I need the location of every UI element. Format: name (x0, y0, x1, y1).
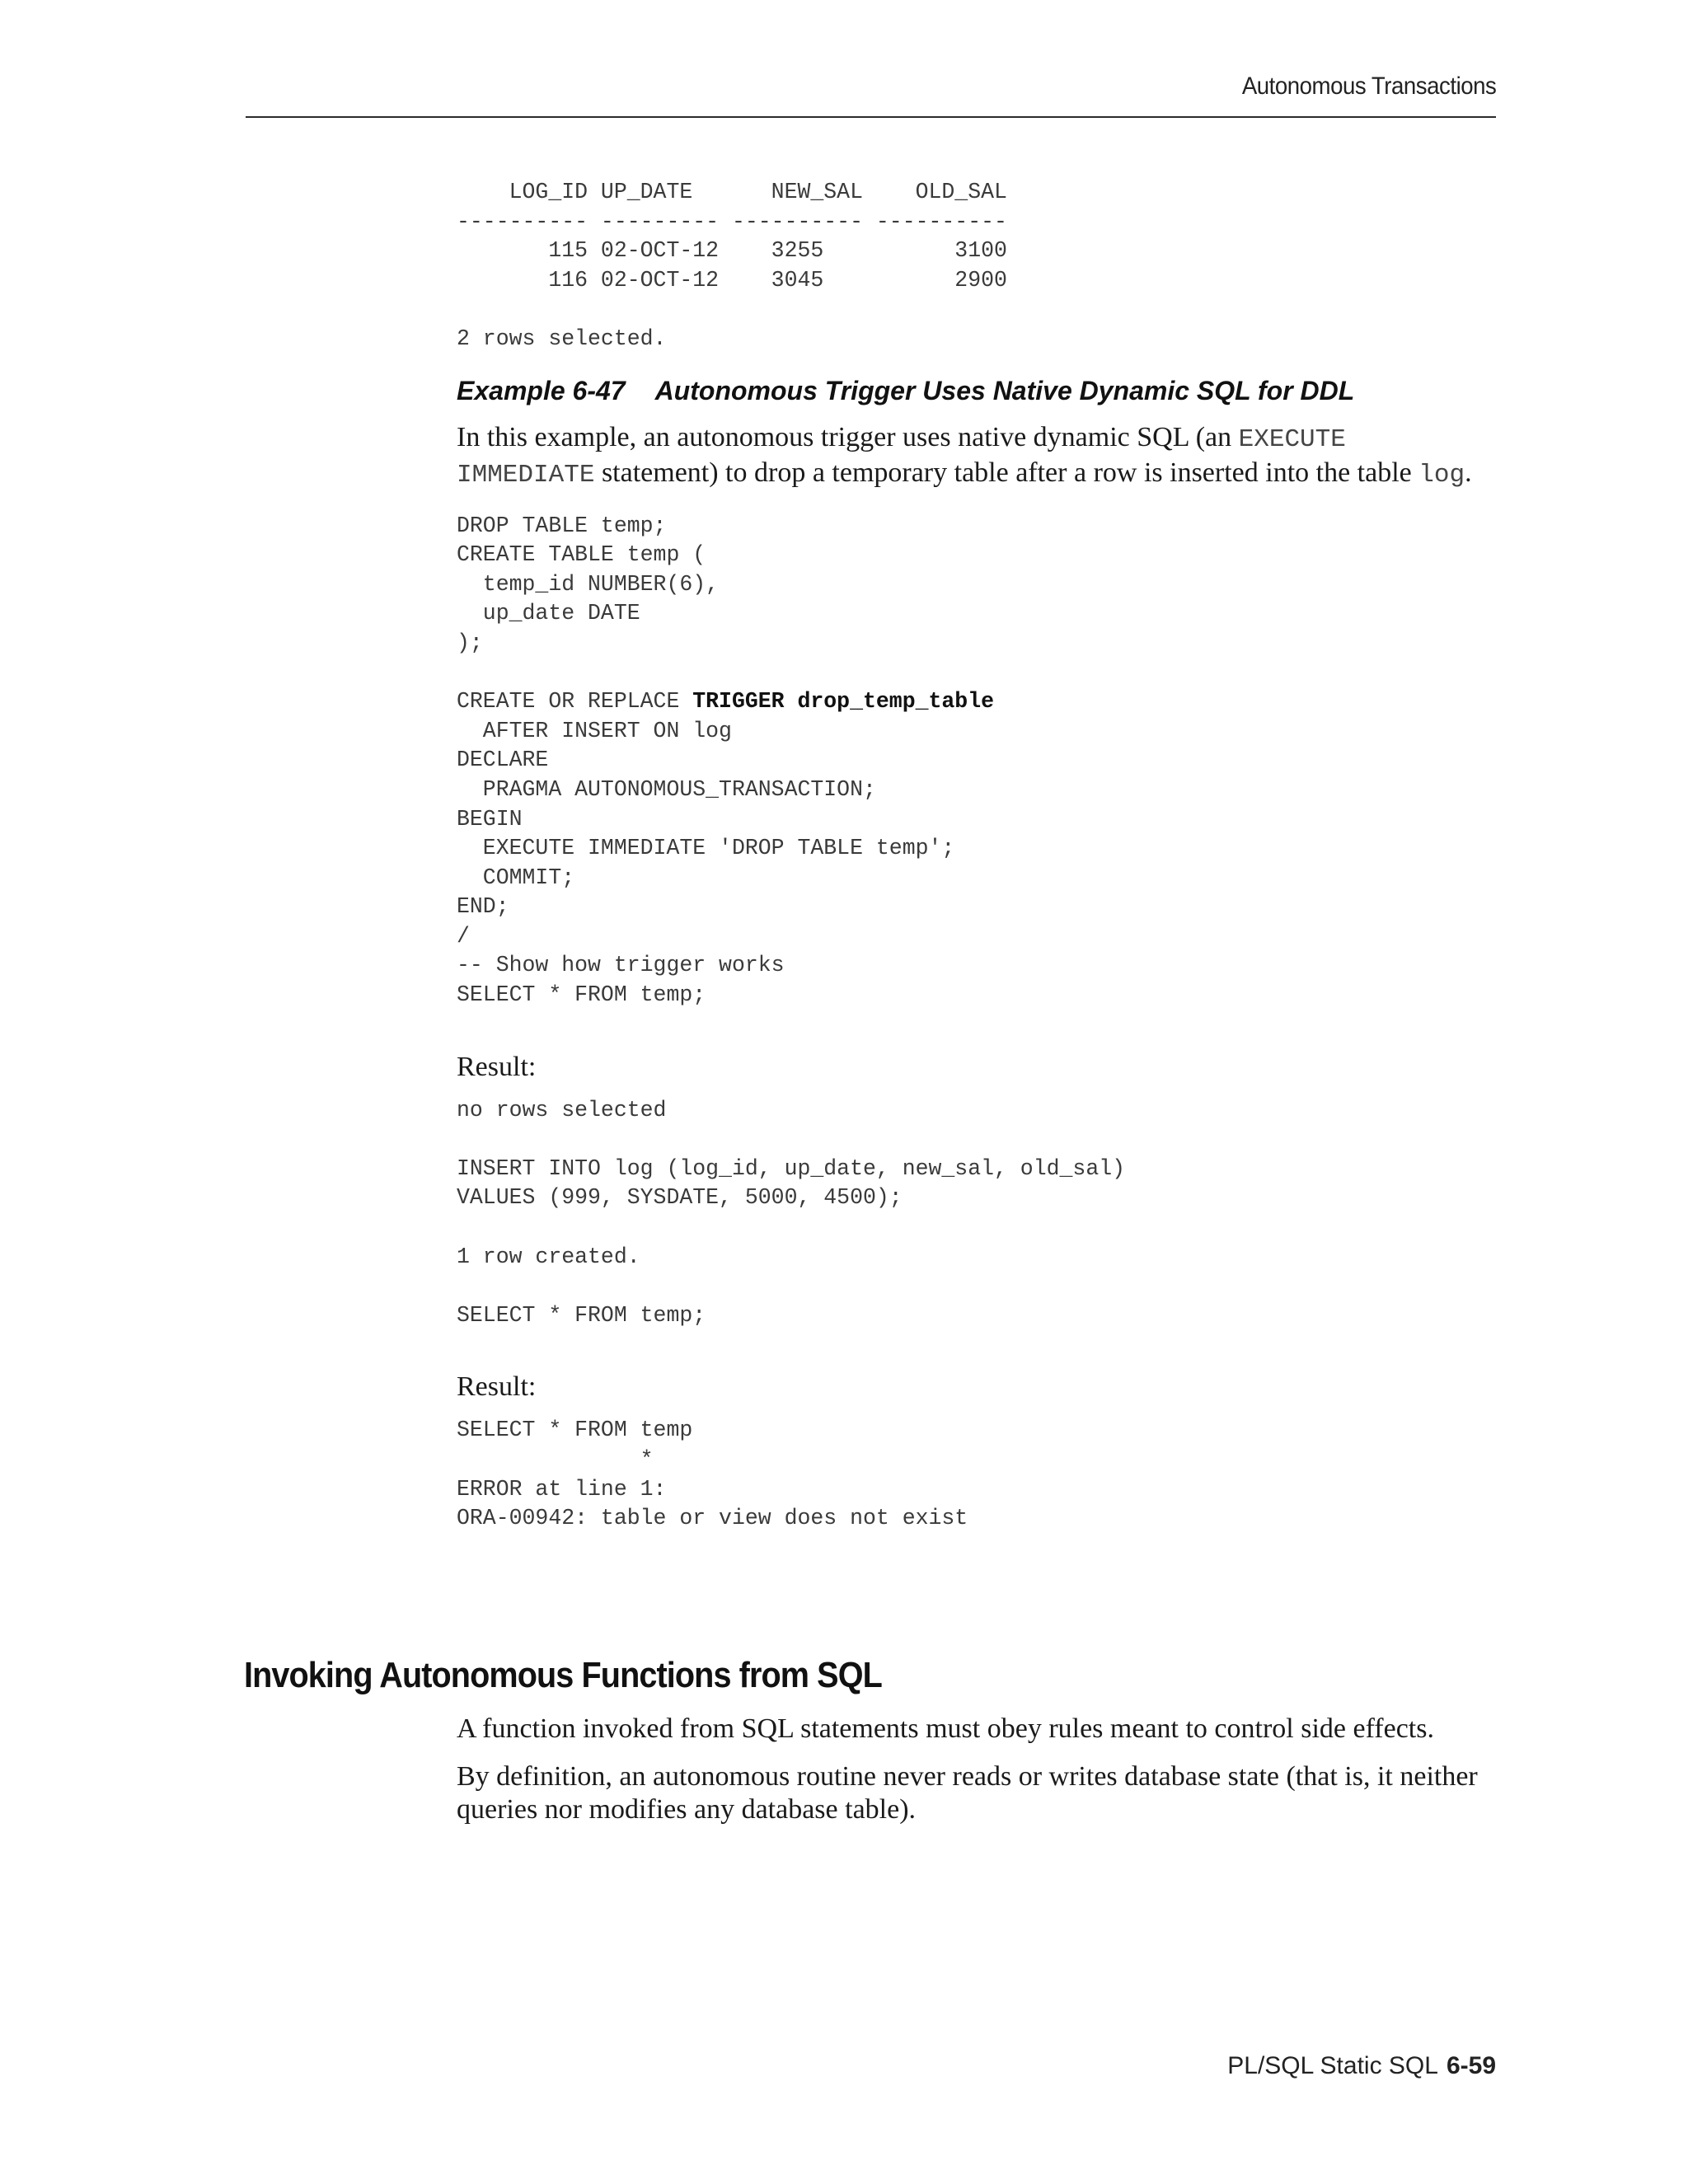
output-row: 116 02-OCT-12 3045 2900 (457, 267, 1007, 293)
code-line: CREATE TABLE temp ( (457, 542, 706, 568)
code-line: COMMIT; (457, 865, 575, 890)
example-title-text: Autonomous Trigger Uses Native Dynamic SQL for DDL (654, 375, 1355, 405)
example-number: Example 6-47 (457, 375, 626, 405)
code-line: ); (457, 630, 483, 655)
error-line: ERROR at line 1: (457, 1476, 667, 1502)
code-line (457, 687, 1497, 717)
output-separator-line: ---------- --------- ---------- ---------- (457, 209, 1007, 234)
rows-selected-summary: 2 rows selected. (457, 326, 667, 351)
code-block-insert (457, 1155, 1497, 1331)
section-heading: Invoking Autonomous Functions from SQL (244, 1655, 882, 1695)
code-line: temp_id NUMBER(6), (457, 571, 720, 597)
page-number: 6-59 (1446, 2052, 1496, 2079)
intro-code-log: log (1418, 460, 1465, 490)
code-line-bold: PRAGMA AUTONOMOUS_TRANSACTION; (457, 776, 876, 802)
code-line: 1 row created. (457, 1244, 640, 1269)
code-line: VALUES (999, SYSDATE, 5000, 4500); (457, 1185, 903, 1211)
section-body (457, 1713, 1497, 1826)
result-label: Result: (457, 1371, 537, 1403)
code-block-trigger (457, 512, 1497, 1010)
intro-code-execute-immediate: EXECUTE IMMEDIATE (457, 424, 1346, 490)
code-line-bold: SELECT * FROM temp; (457, 1302, 706, 1328)
code-line: DECLARE (457, 748, 549, 773)
result-label: Result: (457, 1051, 537, 1082)
page-footer (1227, 2052, 1496, 2080)
code-line-bold: SELECT * FROM temp; (457, 982, 706, 1008)
section-paragraph: By definition, an autonomous routine never reads or writes database state (that is, it neither queries nor modifies any database table). (457, 1761, 1478, 1825)
code-line: AFTER INSERT ON log (457, 718, 732, 743)
output-row: 115 02-OCT-12 3255 3100 (457, 238, 1007, 264)
code-line: INSERT INTO log (log_id, up_date, new_sal, old_sal) (457, 1155, 1126, 1181)
code-line: up_date DATE (457, 601, 640, 626)
error-line: SELECT * FROM temp (457, 1418, 693, 1443)
example-intro (457, 421, 1497, 492)
footer-book-title: PL/SQL Static SQL (1227, 2052, 1438, 2079)
page-body (457, 173, 1497, 1534)
intro-text: statement) to drop a temporary table after a row is inserted into the table (594, 457, 1419, 488)
code-span-bold: TRIGGER drop_temp_table (692, 689, 995, 715)
code-line: / (457, 923, 470, 949)
query-output-table (457, 178, 1497, 354)
intro-text: . (1465, 457, 1472, 488)
code-line-bold: EXECUTE IMMEDIATE 'DROP TABLE temp'; (457, 836, 955, 861)
code-line: BEGIN (457, 806, 523, 832)
result-output: no rows selected (457, 1097, 667, 1122)
error-line: ORA-00942: table or view does not exist (457, 1506, 968, 1531)
error-pointer: * (457, 1447, 654, 1472)
example-title (457, 376, 1497, 406)
header-rule (246, 116, 1496, 118)
intro-text: In this example, an autonomous trigger uses native dynamic SQL (an (457, 421, 1239, 452)
running-header: Autonomous Transactions (1241, 73, 1496, 100)
code-line: END; (457, 894, 509, 920)
output-header-line: LOG_ID UP_DATE NEW_SAL OLD_SAL (457, 180, 1007, 204)
code-span: CREATE OR REPLACE (457, 689, 693, 715)
code-line: DROP TABLE temp; (457, 513, 667, 538)
section-paragraph: A function invoked from SQL statements must obey rules meant to control side effects. (457, 1713, 1434, 1744)
error-output (457, 1416, 1497, 1533)
code-comment-line: -- Show how trigger works (457, 953, 785, 978)
